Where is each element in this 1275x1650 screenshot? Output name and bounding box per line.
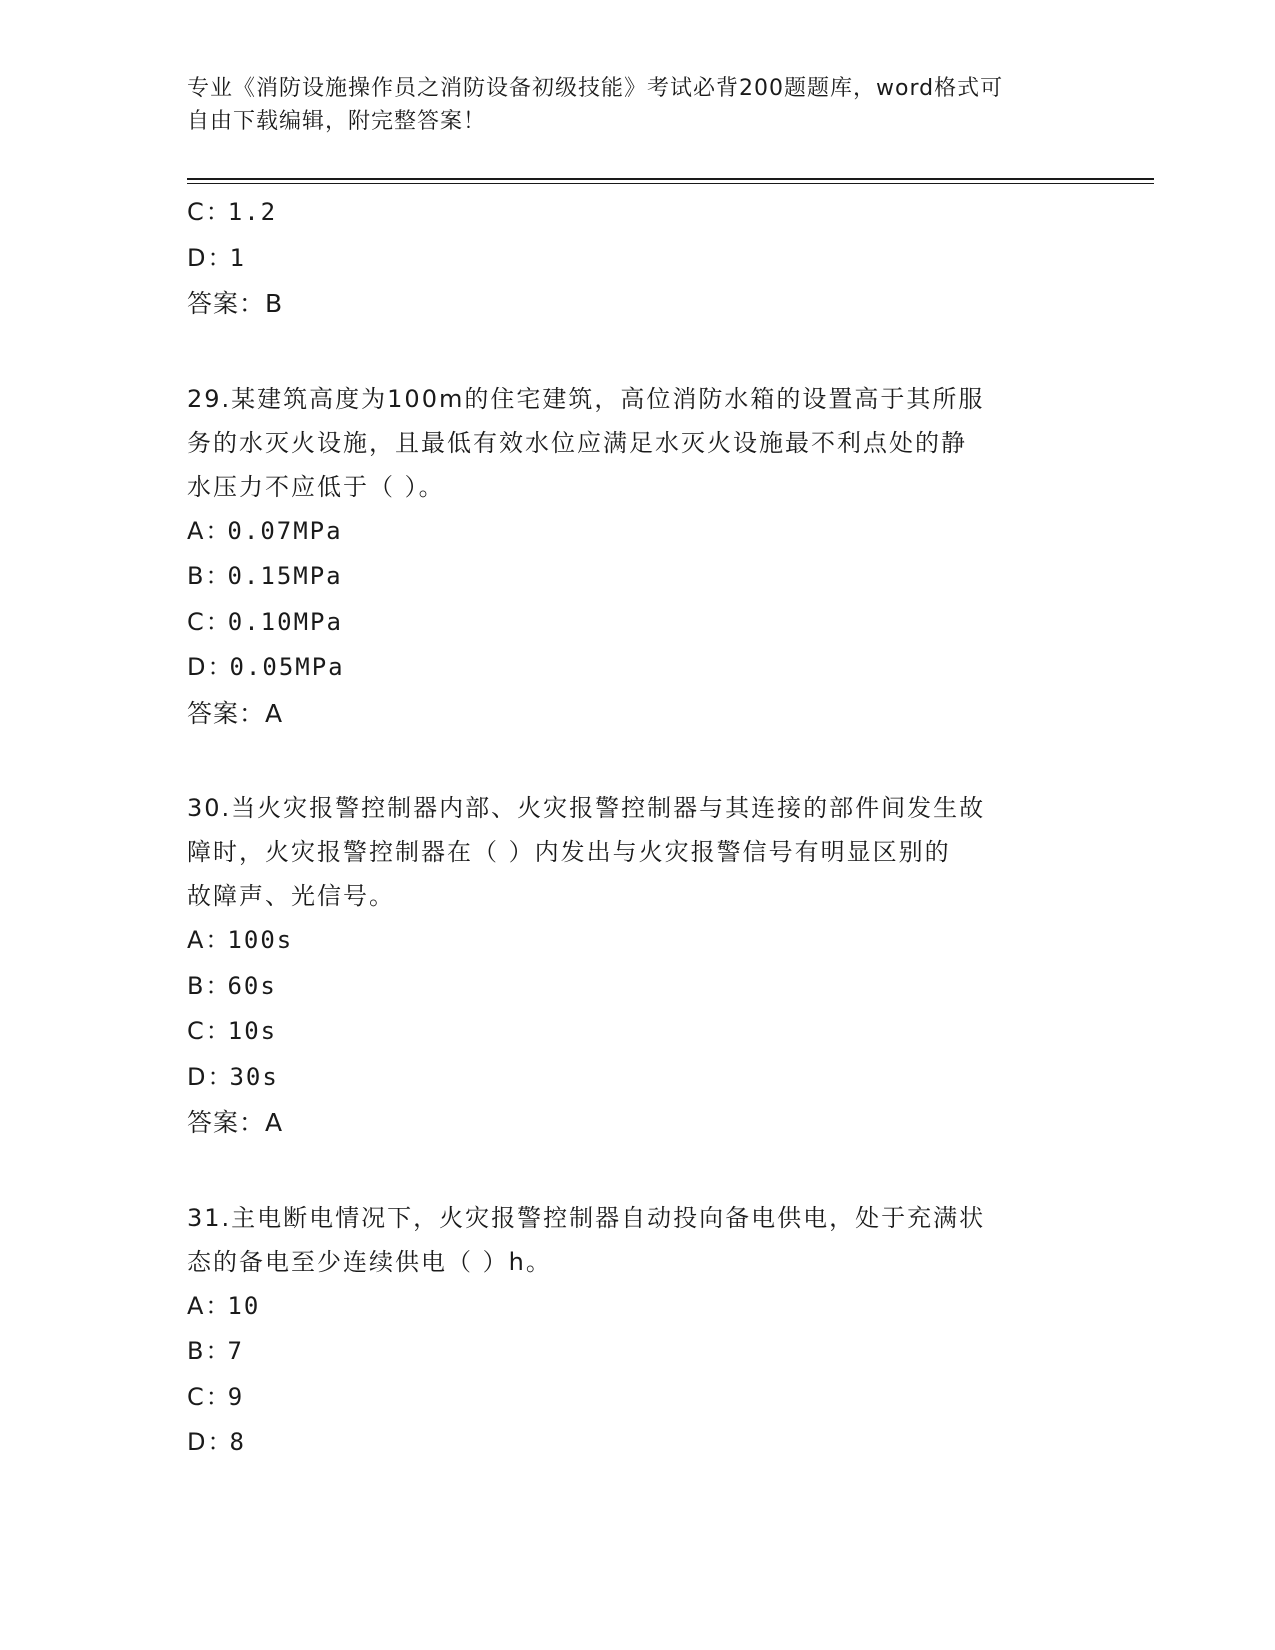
option-value: 0.05MPa [229, 653, 345, 681]
option-separator: ： [207, 1062, 234, 1091]
option-value: 1.2 [227, 198, 278, 226]
option-a [187, 918, 1087, 964]
option-value: 1 [229, 243, 246, 272]
option-value: 0.10MPa [227, 607, 343, 636]
option-separator: ： [205, 1382, 232, 1411]
question-stem [187, 786, 1087, 918]
header-line-2: 自由下载编辑，附完整答案！ [187, 109, 487, 134]
option-separator: ： [205, 971, 232, 1000]
header-line-1: 专业《消防设施操作员之消防设备初级技能》考试必背200题题库，word格式可 [187, 76, 1004, 101]
option-letter: C [187, 198, 206, 226]
option-value: 8 [229, 1428, 246, 1456]
option-a [187, 1284, 1087, 1330]
option-letter: B [187, 971, 206, 1000]
spacer [187, 736, 1087, 786]
document-body [187, 190, 1087, 1466]
option-value: 10 [227, 1291, 261, 1320]
option-value: 0.15MPa [227, 562, 343, 590]
option-d [187, 236, 1087, 282]
answer: 答案：A [187, 698, 284, 728]
option-separator: ： [205, 926, 232, 954]
question-line: 态的备电至少连续供电（ ）h。 [187, 1247, 552, 1276]
question-line: 障时，火灾报警控制器在（ ）内发出与火灾报警信号有明显区别的 [187, 838, 951, 866]
spacer [187, 327, 1087, 377]
question-line: 31.主电断电情况下，火灾报警控制器自动投向备电供电，处于充满状 [187, 1203, 986, 1232]
answer: 答案：B [187, 289, 284, 318]
question-31 [187, 1196, 1087, 1466]
option-d [187, 1055, 1087, 1101]
option-b [187, 964, 1087, 1010]
question-fragment [187, 190, 1087, 327]
option-value: 9 [227, 1382, 245, 1411]
option-letter: D [187, 1428, 208, 1456]
header-divider [187, 178, 1154, 184]
option-b [187, 1329, 1087, 1375]
question-line: 30.当火灾报警控制器内部、火灾报警控制器与其连接的部件间发生故 [187, 794, 986, 822]
option-separator: ： [205, 198, 232, 226]
question-stem [187, 1196, 1087, 1284]
question-29 [187, 377, 1087, 737]
option-c [187, 1375, 1087, 1421]
option-separator: ： [205, 1017, 232, 1045]
option-letter: D [187, 243, 208, 272]
option-c [187, 190, 1087, 236]
question-stem [187, 377, 1087, 509]
option-c [187, 1009, 1087, 1055]
question-line: 务的水灭火设施，且最低有效水位应满足水灭火设施最不利点处的静 [187, 428, 967, 457]
question-line: 故障声、光信号。 [187, 882, 395, 910]
option-value: 10s [227, 1017, 278, 1045]
option-letter: B [187, 562, 206, 590]
option-value: 7 [227, 1337, 244, 1365]
question-line: 29.某建筑高度为100m的住宅建筑，高位消防水箱的设置高于其所服 [187, 384, 985, 413]
option-value: 0.07MPa [227, 516, 343, 545]
option-d [187, 1420, 1087, 1466]
option-value: 30s [229, 1062, 279, 1091]
answer: 答案：A [187, 1108, 284, 1137]
option-separator: ： [207, 653, 234, 681]
option-separator: ： [205, 1337, 232, 1365]
option-value: 60s [227, 971, 277, 1000]
question-30 [187, 786, 1087, 1146]
option-c [187, 600, 1087, 646]
option-letter: B [187, 1337, 206, 1365]
option-b [187, 554, 1087, 600]
option-separator: ： [205, 607, 232, 636]
option-value: 100s [227, 926, 294, 954]
option-separator: ： [207, 243, 234, 272]
option-letter: A [187, 1291, 206, 1320]
option-separator: ： [205, 562, 232, 590]
option-letter: C [187, 607, 206, 636]
page-header [187, 72, 1087, 138]
option-separator: ： [205, 1291, 232, 1320]
question-line: 水压力不应低于（ ）。 [187, 472, 445, 501]
option-d [187, 645, 1087, 691]
option-separator: ： [207, 1428, 234, 1456]
option-a [187, 509, 1087, 555]
option-letter: D [187, 1062, 208, 1091]
spacer [187, 1146, 1087, 1196]
option-letter: D [187, 653, 208, 681]
option-letter: A [187, 926, 206, 954]
option-letter: C [187, 1382, 206, 1411]
option-letter: A [187, 516, 206, 545]
option-separator: ： [205, 516, 232, 545]
option-letter: C [187, 1017, 206, 1045]
